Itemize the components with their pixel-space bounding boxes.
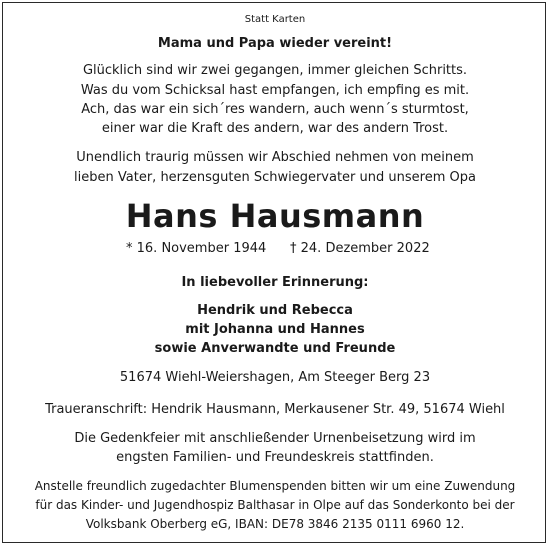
condolence-address: Traueranschrift: Hendrik Hausmann, Merkausener Str. 49, 51674 Wiehl xyxy=(45,402,505,417)
mourner-line: Hendrik und Rebecca xyxy=(197,303,353,318)
poem-line: Was du vom Schicksal hast empfangen, ich empfing es mit. xyxy=(80,83,470,98)
death-date: † 24. Dezember 2022 xyxy=(290,241,430,256)
intro-line: lieben Vater, herzensguten Schwiegervater und unserem Opa xyxy=(74,170,476,185)
mourner-line: mit Johanna und Hannes xyxy=(185,322,365,337)
deceased-name: Hans Hausmann xyxy=(125,197,425,235)
family-address: 51674 Wiehl-Weiershagen, Am Steeger Berg 23 xyxy=(119,370,431,385)
donation-line: Anstelle freundlich zugedachter Blumenspenden bitten wir um eine Zuwendung xyxy=(34,479,516,493)
notice-header: Statt Karten xyxy=(244,14,306,25)
ceremony-line: engsten Familien- und Freundeskreis stattfinden. xyxy=(116,450,434,465)
poem-line: einer war die Kraft des andern, war des andern Trost. xyxy=(101,121,449,136)
poem-line: Glücklich sind wir zwei gegangen, immer gleichen Schritts. xyxy=(82,63,468,78)
memory-heading: In liebevoller Erinnerung: xyxy=(181,275,369,290)
intro-line: Unendlich traurig müssen wir Abschied nehmen von meinem xyxy=(76,150,474,165)
donation-line: Volksbank Oberberg eG, IBAN: DE78 3846 2135 0111 6960 12. xyxy=(85,517,465,531)
mourner-line: sowie Anverwandte und Freunde xyxy=(154,341,396,356)
poem-line: Ach, das war ein sich´res wandern, auch wenn´s sturmtost, xyxy=(81,102,469,117)
donation-line: für das Kinder- und Jugendhospiz Balthasar in Olpe auf das Sonderkonto bei der xyxy=(35,498,515,512)
ceremony-line: Die Gedenkfeier mit anschließender Urnenbeisetzung wird im xyxy=(74,431,476,446)
birth-date: * 16. November 1944 xyxy=(126,241,267,256)
headline: Mama und Papa wieder vereint! xyxy=(157,36,393,51)
